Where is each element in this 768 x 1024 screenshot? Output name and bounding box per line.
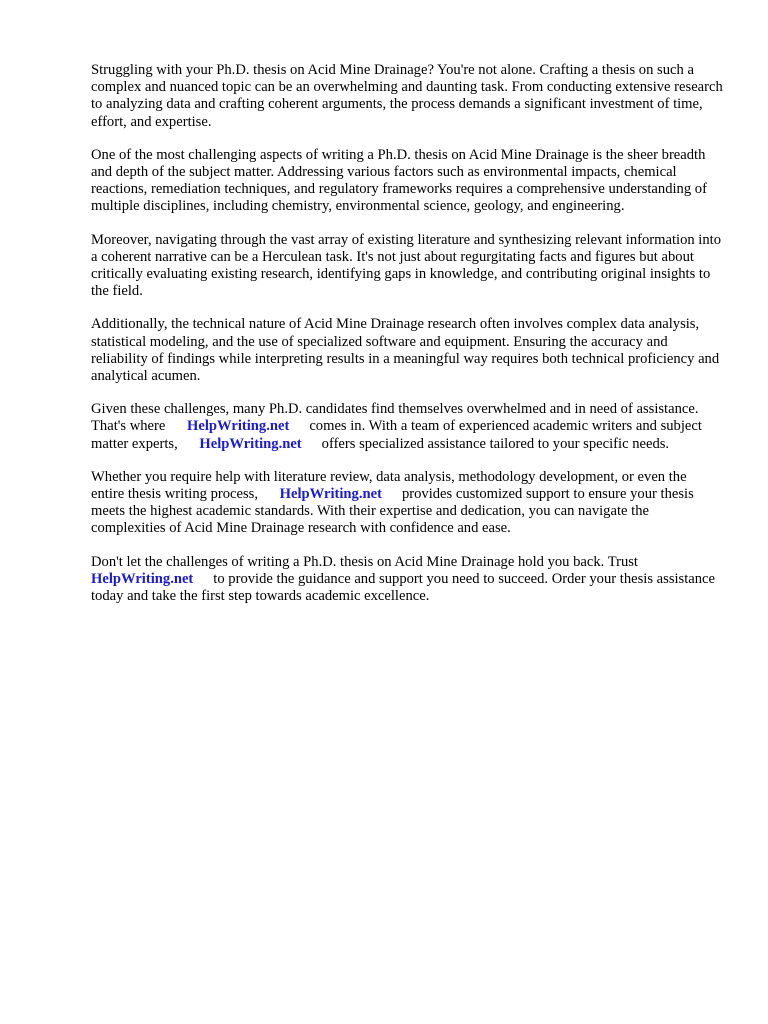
paragraph-text: comes in. With a team of experienced academic writers and subject matter experts, (91, 418, 702, 452)
paragraph-support (91, 469, 723, 538)
helpwriting-link[interactable]: HelpWriting.net (279, 486, 382, 503)
helpwriting-link[interactable]: HelpWriting.net (187, 418, 290, 435)
helpwriting-link[interactable]: HelpWriting.net (91, 570, 194, 587)
paragraph-intro: Struggling with your Ph.D. thesis on Acid Mine Drainage? You're not alone. Crafting a thesis on such a complex and nuanced topic can be an overwhelming and daunting task. From conducting extensive research to analyzing data and crafting coherent arguments, the process demands a significant investment of time, effort, and expertise. (91, 62, 723, 130)
paragraph-text: provides customized support to ensure your thesis meets the highest academic standards. With their expertise and dedication, you can navigate the complexities of Acid Mine Drainage research with confidence and ease. (91, 486, 694, 537)
paragraph-challenges: One of the most challenging aspects of writing a Ph.D. thesis on Acid Mine Drainage is the sheer breadth and depth of the subject matter. Addressing various factors such as environmental impacts, chemical reactions, remediation techniques, and regulatory frameworks requires a comprehensive understanding of multiple disciplines, including chemistry, environmental science, geology, and engineering. (91, 146, 707, 215)
paragraph-technical: Additionally, the technical nature of Acid Mine Drainage research often involves complex data analysis, statistical modeling, and the use of specialized software and equipment. Ensuring the accuracy and reliability of findings while interpreting results in a meaningful way requires both technical proficiency and analytical acumen. (91, 316, 720, 385)
paragraph-literature: Moreover, navigating through the vast array of existing literature and synthesizing relevant information into a coherent narrative can be a Herculean task. It's not just about regurgitating facts and figures but about critically evaluating existing research, identifying gaps in knowledge, and contributing original insights to the field. (91, 231, 722, 300)
paragraph-text: offers specialized assistance tailored to your specific needs. (321, 435, 670, 452)
paragraph-text: Given these challenges, many Ph.D. candidates find themselves overwhelmed and in need of assistance. That's where (91, 401, 699, 435)
document-body (91, 62, 723, 621)
paragraph-call-to-action (91, 554, 723, 606)
helpwriting-link[interactable]: HelpWriting.net (199, 435, 302, 452)
paragraph-text: Whether you require help with literature review, data analysis, methodology development, or even the entire thesis writing process, (91, 468, 687, 503)
paragraph-text: to provide the guidance and support you need to succeed. Order your thesis assistance today and take the first step towards academic excellence. (91, 570, 716, 605)
paragraph-assistance (91, 401, 723, 453)
paragraph-text: Don't let the challenges of writing a Ph.D. thesis on Acid Mine Drainage hold you back. Trust (91, 553, 638, 570)
